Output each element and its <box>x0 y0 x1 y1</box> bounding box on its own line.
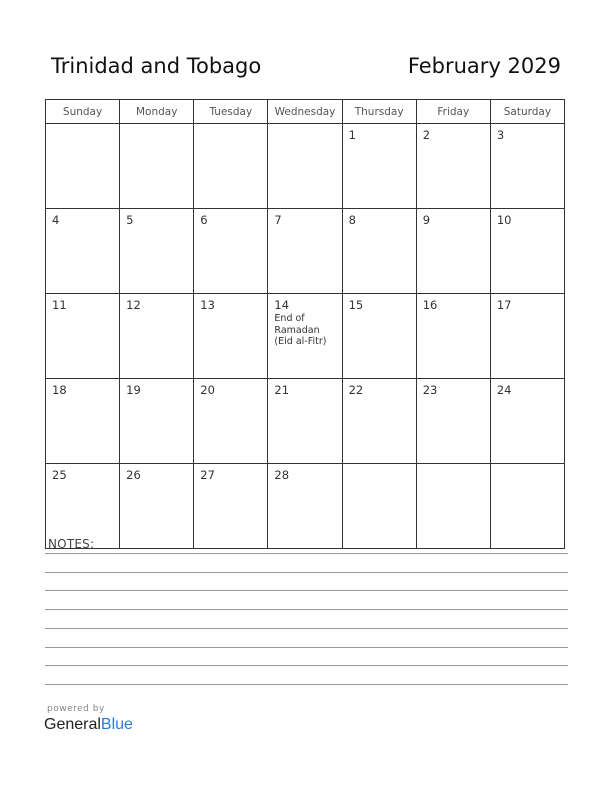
day-number: 21 <box>274 383 290 397</box>
weekday-tuesday: Tuesday <box>194 100 268 124</box>
day-number: 24 <box>496 383 512 397</box>
brand-blue: Blue <box>100 716 133 733</box>
calendar-day-cell <box>342 209 416 294</box>
calendar-day-cell <box>120 209 194 294</box>
notes-line <box>45 665 568 666</box>
day-number: 4 <box>52 213 60 227</box>
calendar-week-row <box>46 294 565 379</box>
powered-by-text: powered by <box>47 704 105 714</box>
calendar-week-row <box>46 209 565 294</box>
calendar-day-cell <box>416 379 490 464</box>
calendar-day-cell <box>490 294 564 379</box>
notes-line <box>45 609 568 610</box>
month-year-title: February 2029 <box>407 54 561 78</box>
country-title: Trinidad and Tobago <box>51 54 262 78</box>
calendar-day-cell <box>490 464 564 549</box>
calendar-day-cell <box>342 379 416 464</box>
weekday-thursday: Thursday <box>342 100 416 124</box>
calendar-body <box>46 124 565 549</box>
day-number: 16 <box>422 298 438 312</box>
calendar-day-cell <box>268 209 342 294</box>
weekday-sunday: Sunday <box>46 100 120 124</box>
day-number: 18 <box>52 383 67 397</box>
generalblue-logo <box>44 716 133 734</box>
calendar-day-cell <box>268 464 342 549</box>
day-number: 9 <box>422 213 431 227</box>
calendar-day-cell <box>268 124 342 209</box>
day-number: 5 <box>126 213 134 227</box>
calendar-day-cell <box>194 379 268 464</box>
calendar-day-cell <box>194 294 268 379</box>
day-number: 7 <box>274 213 282 227</box>
calendar-day-cell <box>46 294 120 379</box>
weekday-header-row <box>46 100 565 124</box>
calendar-day-cell <box>490 124 564 209</box>
day-number: 11 <box>52 298 67 312</box>
day-number: 14 <box>274 298 290 312</box>
calendar-day-cell <box>416 209 490 294</box>
calendar-day-cell <box>342 464 416 549</box>
day-number: 22 <box>348 383 364 397</box>
calendar-day-cell <box>120 124 194 209</box>
calendar-day-cell <box>416 124 490 209</box>
calendar-grid <box>45 99 565 549</box>
day-number: 2 <box>422 128 431 142</box>
calendar-week-row <box>46 124 565 209</box>
calendar-day-cell <box>416 294 490 379</box>
calendar-day-cell <box>194 464 268 549</box>
calendar-week-row <box>46 464 565 549</box>
calendar-day-cell <box>46 209 120 294</box>
day-number: 8 <box>348 213 356 227</box>
notes-line <box>45 590 568 591</box>
day-number: 3 <box>496 128 505 142</box>
day-number: 23 <box>422 383 438 397</box>
brand-general: General <box>44 716 101 733</box>
calendar-day-cell <box>416 464 490 549</box>
day-number: 27 <box>200 468 215 482</box>
calendar-day-cell <box>342 124 416 209</box>
holiday-label: End of Ramadan (Eid al-Fitr) <box>274 313 327 347</box>
calendar-week-row <box>46 379 565 464</box>
calendar-day-cell <box>120 464 194 549</box>
day-number: 12 <box>126 298 141 312</box>
day-number: 26 <box>126 468 141 482</box>
weekday-friday: Friday <box>416 100 490 124</box>
calendar-day-cell <box>46 124 120 209</box>
day-number: 20 <box>200 383 215 397</box>
calendar-day-cell <box>268 294 342 379</box>
calendar-day-cell <box>194 124 268 209</box>
day-number: 13 <box>200 298 215 312</box>
calendar-day-cell <box>46 464 120 549</box>
notes-line <box>45 553 568 554</box>
notes-line <box>45 572 568 573</box>
notes-line <box>45 684 568 685</box>
day-number: 10 <box>496 213 512 227</box>
weekday-monday: Monday <box>120 100 194 124</box>
day-number: 15 <box>348 298 364 312</box>
day-number: 1 <box>348 128 356 142</box>
calendar-day-cell <box>46 379 120 464</box>
calendar-day-cell <box>194 209 268 294</box>
calendar-day-cell <box>268 379 342 464</box>
calendar-day-cell <box>342 294 416 379</box>
calendar-day-cell <box>490 209 564 294</box>
day-number: 19 <box>126 383 141 397</box>
notes-line <box>45 647 568 648</box>
notes-label: NOTES: <box>48 537 95 551</box>
notes-line <box>45 628 568 629</box>
day-number: 17 <box>496 298 512 312</box>
day-number: 28 <box>274 468 290 482</box>
weekday-saturday: Saturday <box>490 100 564 124</box>
day-number: 25 <box>52 468 67 482</box>
calendar-day-cell <box>120 294 194 379</box>
weekday-wednesday: Wednesday <box>268 100 342 124</box>
day-number: 6 <box>200 213 208 227</box>
calendar-day-cell <box>120 379 194 464</box>
calendar-day-cell <box>490 379 564 464</box>
